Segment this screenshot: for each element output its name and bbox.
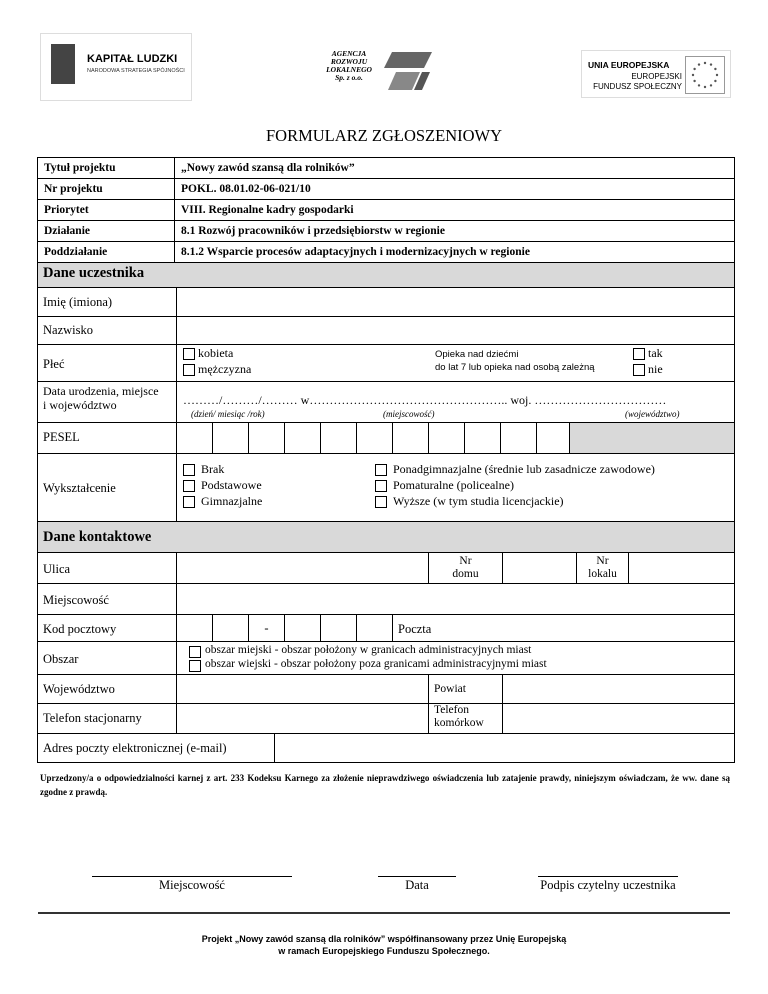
pesel-digit[interactable] (536, 422, 570, 454)
priority-value: VIII. Regionalne kadry gospodarki (175, 200, 735, 221)
county-label: Powiat (434, 683, 466, 695)
house-number-field[interactable] (502, 552, 577, 584)
birth-template: ………/………/……… w………………………………………….. woj. …………………………… (183, 393, 667, 407)
phone-field[interactable] (176, 703, 429, 734)
birth-label-1: Data urodzenia, miejsce (43, 384, 159, 398)
pesel-digit[interactable] (500, 422, 537, 454)
agencja-line: AGENCJA (331, 49, 367, 58)
phone-label: Telefon stacjonarny (43, 711, 142, 725)
care-no-label: nie (648, 362, 663, 376)
pesel-label: PESEL (43, 430, 80, 444)
eu-line2: FUNDUSZ SPOŁECZNY (593, 82, 682, 91)
pesel-digit[interactable] (428, 422, 465, 454)
education-post-secondary-label: Pomaturalne (policealne) (393, 478, 514, 492)
gender-male-checkbox[interactable] (183, 364, 195, 376)
education-none-label: Brak (201, 462, 225, 476)
signature-line (538, 876, 678, 877)
project-info-table (37, 157, 735, 263)
house-number-label-2: domu (452, 568, 479, 580)
education-none-checkbox[interactable] (183, 464, 195, 476)
mobile-label-1: Telefon (434, 704, 469, 716)
postcode-digit[interactable] (212, 614, 249, 642)
postcode-dash: - (264, 621, 269, 635)
eu-title: UNIA EUROPEJSKA (588, 60, 670, 70)
flat-number-label-1: Nr (596, 555, 609, 567)
street-field[interactable] (176, 552, 429, 584)
county-field[interactable] (502, 674, 735, 704)
footer-divider (38, 912, 730, 914)
postcode-digit[interactable] (176, 614, 213, 642)
gender-male-label: mężczyzna (198, 362, 252, 376)
action-value: 8.1 Rozwój pracowników i przedsiębiorstw w regionie (175, 221, 735, 242)
project-title-label: Tytuł projektu (38, 158, 175, 179)
street-label: Ulica (43, 562, 71, 576)
email-field[interactable] (274, 733, 735, 763)
care-label-1: Opieka nad dziećmi (435, 349, 519, 360)
eu-line1: EUROPEJSKI (631, 72, 682, 81)
education-primary-checkbox[interactable] (183, 480, 195, 492)
education-higher-label: Wyższe (w tym studia licencjackie) (393, 494, 564, 508)
pesel-digit[interactable] (212, 422, 249, 454)
place-caption: Miejscowość (159, 878, 225, 892)
signature-caption: Podpis czytelny uczestnika (540, 878, 676, 892)
date-caption: Data (405, 878, 429, 892)
pesel-digit[interactable] (176, 422, 213, 454)
first-name-label: Imię (imiona) (43, 295, 113, 309)
post-office-label: Poczta (398, 622, 432, 636)
place-signature-line (92, 876, 292, 877)
agencja-line: Sp. z o.o. (335, 73, 363, 82)
action-label: Działanie (38, 221, 175, 242)
post-office-field[interactable] (392, 614, 735, 642)
education-upper-secondary-checkbox[interactable] (375, 464, 387, 476)
gender-female-label: kobieta (198, 346, 234, 360)
area-urban-checkbox[interactable] (189, 646, 201, 658)
care-yes-checkbox[interactable] (633, 348, 645, 360)
care-no-checkbox[interactable] (633, 364, 645, 376)
pesel-digit[interactable] (320, 422, 357, 454)
area-urban-label: obszar miejski - obszar położony w granicach administracyjnych miast (205, 644, 532, 656)
city-field[interactable] (176, 583, 735, 615)
kapital-ludzki-emblem-icon (51, 44, 75, 84)
education-primary-label: Podstawowe (201, 478, 262, 492)
education-higher-checkbox[interactable] (375, 496, 387, 508)
education-post-secondary-checkbox[interactable] (375, 480, 387, 492)
project-title-value: „Nowy zawód szansą dla rolników” (175, 158, 735, 179)
priority-label: Priorytet (38, 200, 175, 221)
footer-line-2: w ramach Europejskiego Funduszu Społecznego. (278, 946, 490, 956)
postcode-digit[interactable] (284, 614, 321, 642)
pesel-filler (569, 422, 735, 454)
table-row (38, 158, 735, 179)
gender-label: Płeć (43, 357, 65, 371)
first-name-field[interactable] (176, 287, 735, 317)
birth-label-2: i województwo (43, 398, 117, 412)
birth-hint-date: (dzień/ miesiąc /rok) (191, 409, 265, 419)
flat-number-field[interactable] (628, 552, 735, 584)
pesel-digit[interactable] (464, 422, 501, 454)
pesel-digit[interactable] (392, 422, 429, 454)
table-row (38, 200, 735, 221)
agencja-line: LOKALNEGO (326, 65, 372, 74)
education-lower-secondary-label: Gimnazjalne (201, 494, 263, 508)
contact-section-title: Dane kontaktowe (43, 529, 152, 545)
province-field[interactable] (176, 674, 429, 704)
last-name-field[interactable] (176, 316, 735, 345)
table-row (38, 242, 735, 263)
postcode-digit[interactable] (356, 614, 393, 642)
pesel-digit[interactable] (248, 422, 285, 454)
pesel-digit[interactable] (356, 422, 393, 454)
area-label: Obszar (43, 652, 79, 666)
house-number-label-1: Nr (459, 555, 472, 567)
kapital-ludzki-logo (40, 33, 192, 101)
mobile-label-2: komórkow (434, 717, 484, 729)
footer-line-1: Projekt „Nowy zawód szansą dla rolników” współfinansowany przez Unię Europejską (201, 934, 567, 944)
date-signature-line (378, 876, 456, 877)
participant-section-title: Dane uczestnika (43, 265, 145, 281)
form-title: FORMULARZ ZGŁOSZENIOWY (265, 126, 503, 145)
birth-hint-province: (województwo) (625, 409, 680, 419)
eu-flag-icon (685, 56, 725, 94)
birth-hint-place: (miejscowość) (383, 409, 435, 419)
email-label: Adres poczty elektronicznej (e-mail) (43, 741, 227, 755)
kapital-ludzki-title: KAPITAŁ LUDZKI (87, 53, 178, 65)
table-row (38, 221, 735, 242)
education-lower-secondary-checkbox[interactable] (183, 496, 195, 508)
project-number-value: POKL. 08.01.02-06-021/10 (175, 179, 735, 200)
kapital-ludzki-subtitle: NARODOWA STRATEGIA SPÓJNOŚCI (87, 68, 185, 74)
area-rural-label: obszar wiejski - obszar położony poza granicami administracyjnymi miast (205, 658, 547, 670)
province-label: Województwo (43, 682, 115, 696)
pesel-digit[interactable] (284, 422, 321, 454)
care-label-2: do lat 7 lub opieka nad osobą zależną (435, 362, 595, 373)
subaction-label: Poddziałanie (38, 242, 175, 263)
project-number-label: Nr projektu (38, 179, 175, 200)
agencja-mark-icon (384, 50, 434, 92)
eu-logo (581, 50, 731, 98)
declaration-text: Uprzedzony/a o odpowiedzialności karnej z art. 233 Kodeksu Karnego za złożenie nieprawdziwego oświadczenia lub zatajenie prawdy, niniejszym oświadczam, że ww. dane są zgodne z prawdą. (40, 773, 730, 797)
postcode-digit[interactable] (320, 614, 357, 642)
table-row (38, 179, 735, 200)
agencja-line: ROZWOJU (330, 57, 368, 66)
agencja-text (318, 50, 380, 82)
gender-female-checkbox[interactable] (183, 348, 195, 360)
postcode-label: Kod pocztowy (43, 622, 117, 636)
flat-number-label-2: lokalu (588, 568, 617, 580)
care-yes-label: tak (648, 346, 663, 360)
agencja-logo (318, 50, 438, 92)
area-rural-checkbox[interactable] (189, 660, 201, 672)
education-upper-secondary-label: Ponadgimnazjalne (średnie lub zasadnicze zawodowe) (393, 462, 655, 476)
last-name-label: Nazwisko (43, 323, 93, 337)
footer (0, 933, 768, 957)
city-label: Miejscowość (43, 593, 109, 607)
mobile-field[interactable] (502, 703, 735, 734)
education-label: Wykształcenie (43, 481, 116, 495)
subaction-value: 8.1.2 Wsparcie procesów adaptacyjnych i modernizacyjnych w regionie (175, 242, 735, 263)
